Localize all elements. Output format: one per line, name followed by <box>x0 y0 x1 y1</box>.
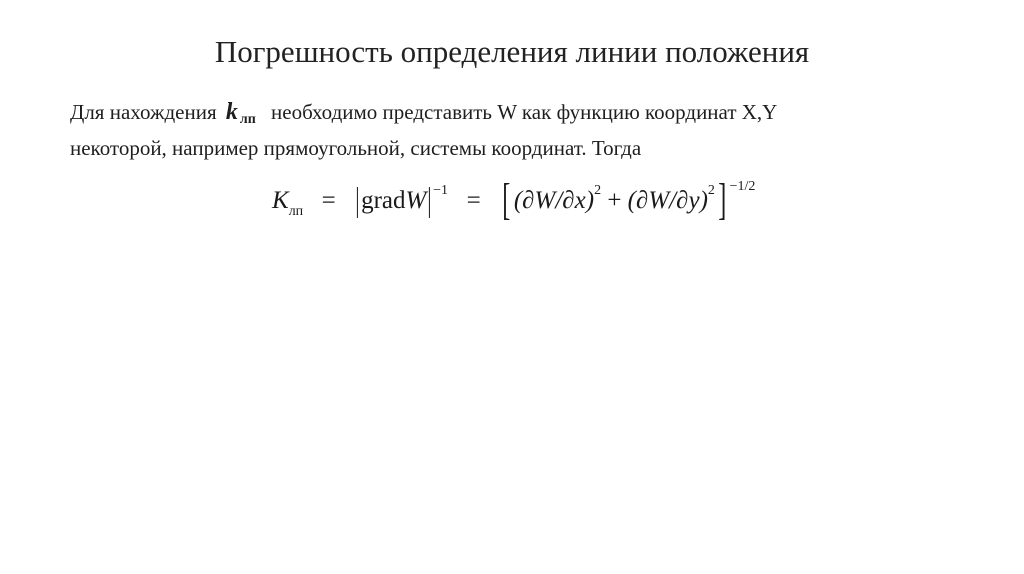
line1-after-text: необходимо представить W как функцию координат X,Y <box>271 100 778 124</box>
formula-term-2: (∂W/∂y) <box>627 187 708 214</box>
formula-equals-2: = <box>466 187 481 214</box>
formula-square-1: 2 <box>594 183 602 198</box>
paragraph-line-2: некоторой, например прямоугольной, системы координат. Тогда <box>70 136 642 160</box>
abs-bar-right: | <box>427 182 432 219</box>
body-paragraph <box>70 98 970 162</box>
formula-lhs: K <box>272 187 289 214</box>
formula-square-2: 2 <box>707 183 715 198</box>
line1-before-text: Для нахождения <box>70 100 217 124</box>
formula-term-1: (∂W/∂x) <box>513 187 595 214</box>
formula-exponent-2: −1/2 <box>729 179 756 194</box>
formula-w: W <box>405 187 427 214</box>
formula-plus: + <box>607 187 622 214</box>
k-subscript: лп <box>239 112 256 127</box>
abs-bar-left: | <box>355 182 360 219</box>
formula-equals-1: = <box>321 187 336 214</box>
paragraph-line-1 <box>70 98 970 134</box>
k-symbol: k <box>225 99 238 125</box>
formula-exponent-1: −1 <box>433 183 449 198</box>
formula-lhs-subscript: лп <box>288 204 304 219</box>
slide-title: Погрешность определения линии положения <box>214 34 810 69</box>
formula <box>272 162 756 224</box>
bracket-right: ] <box>718 175 727 224</box>
formula-grad: grad <box>361 187 406 214</box>
bracket-left: [ <box>502 175 511 224</box>
